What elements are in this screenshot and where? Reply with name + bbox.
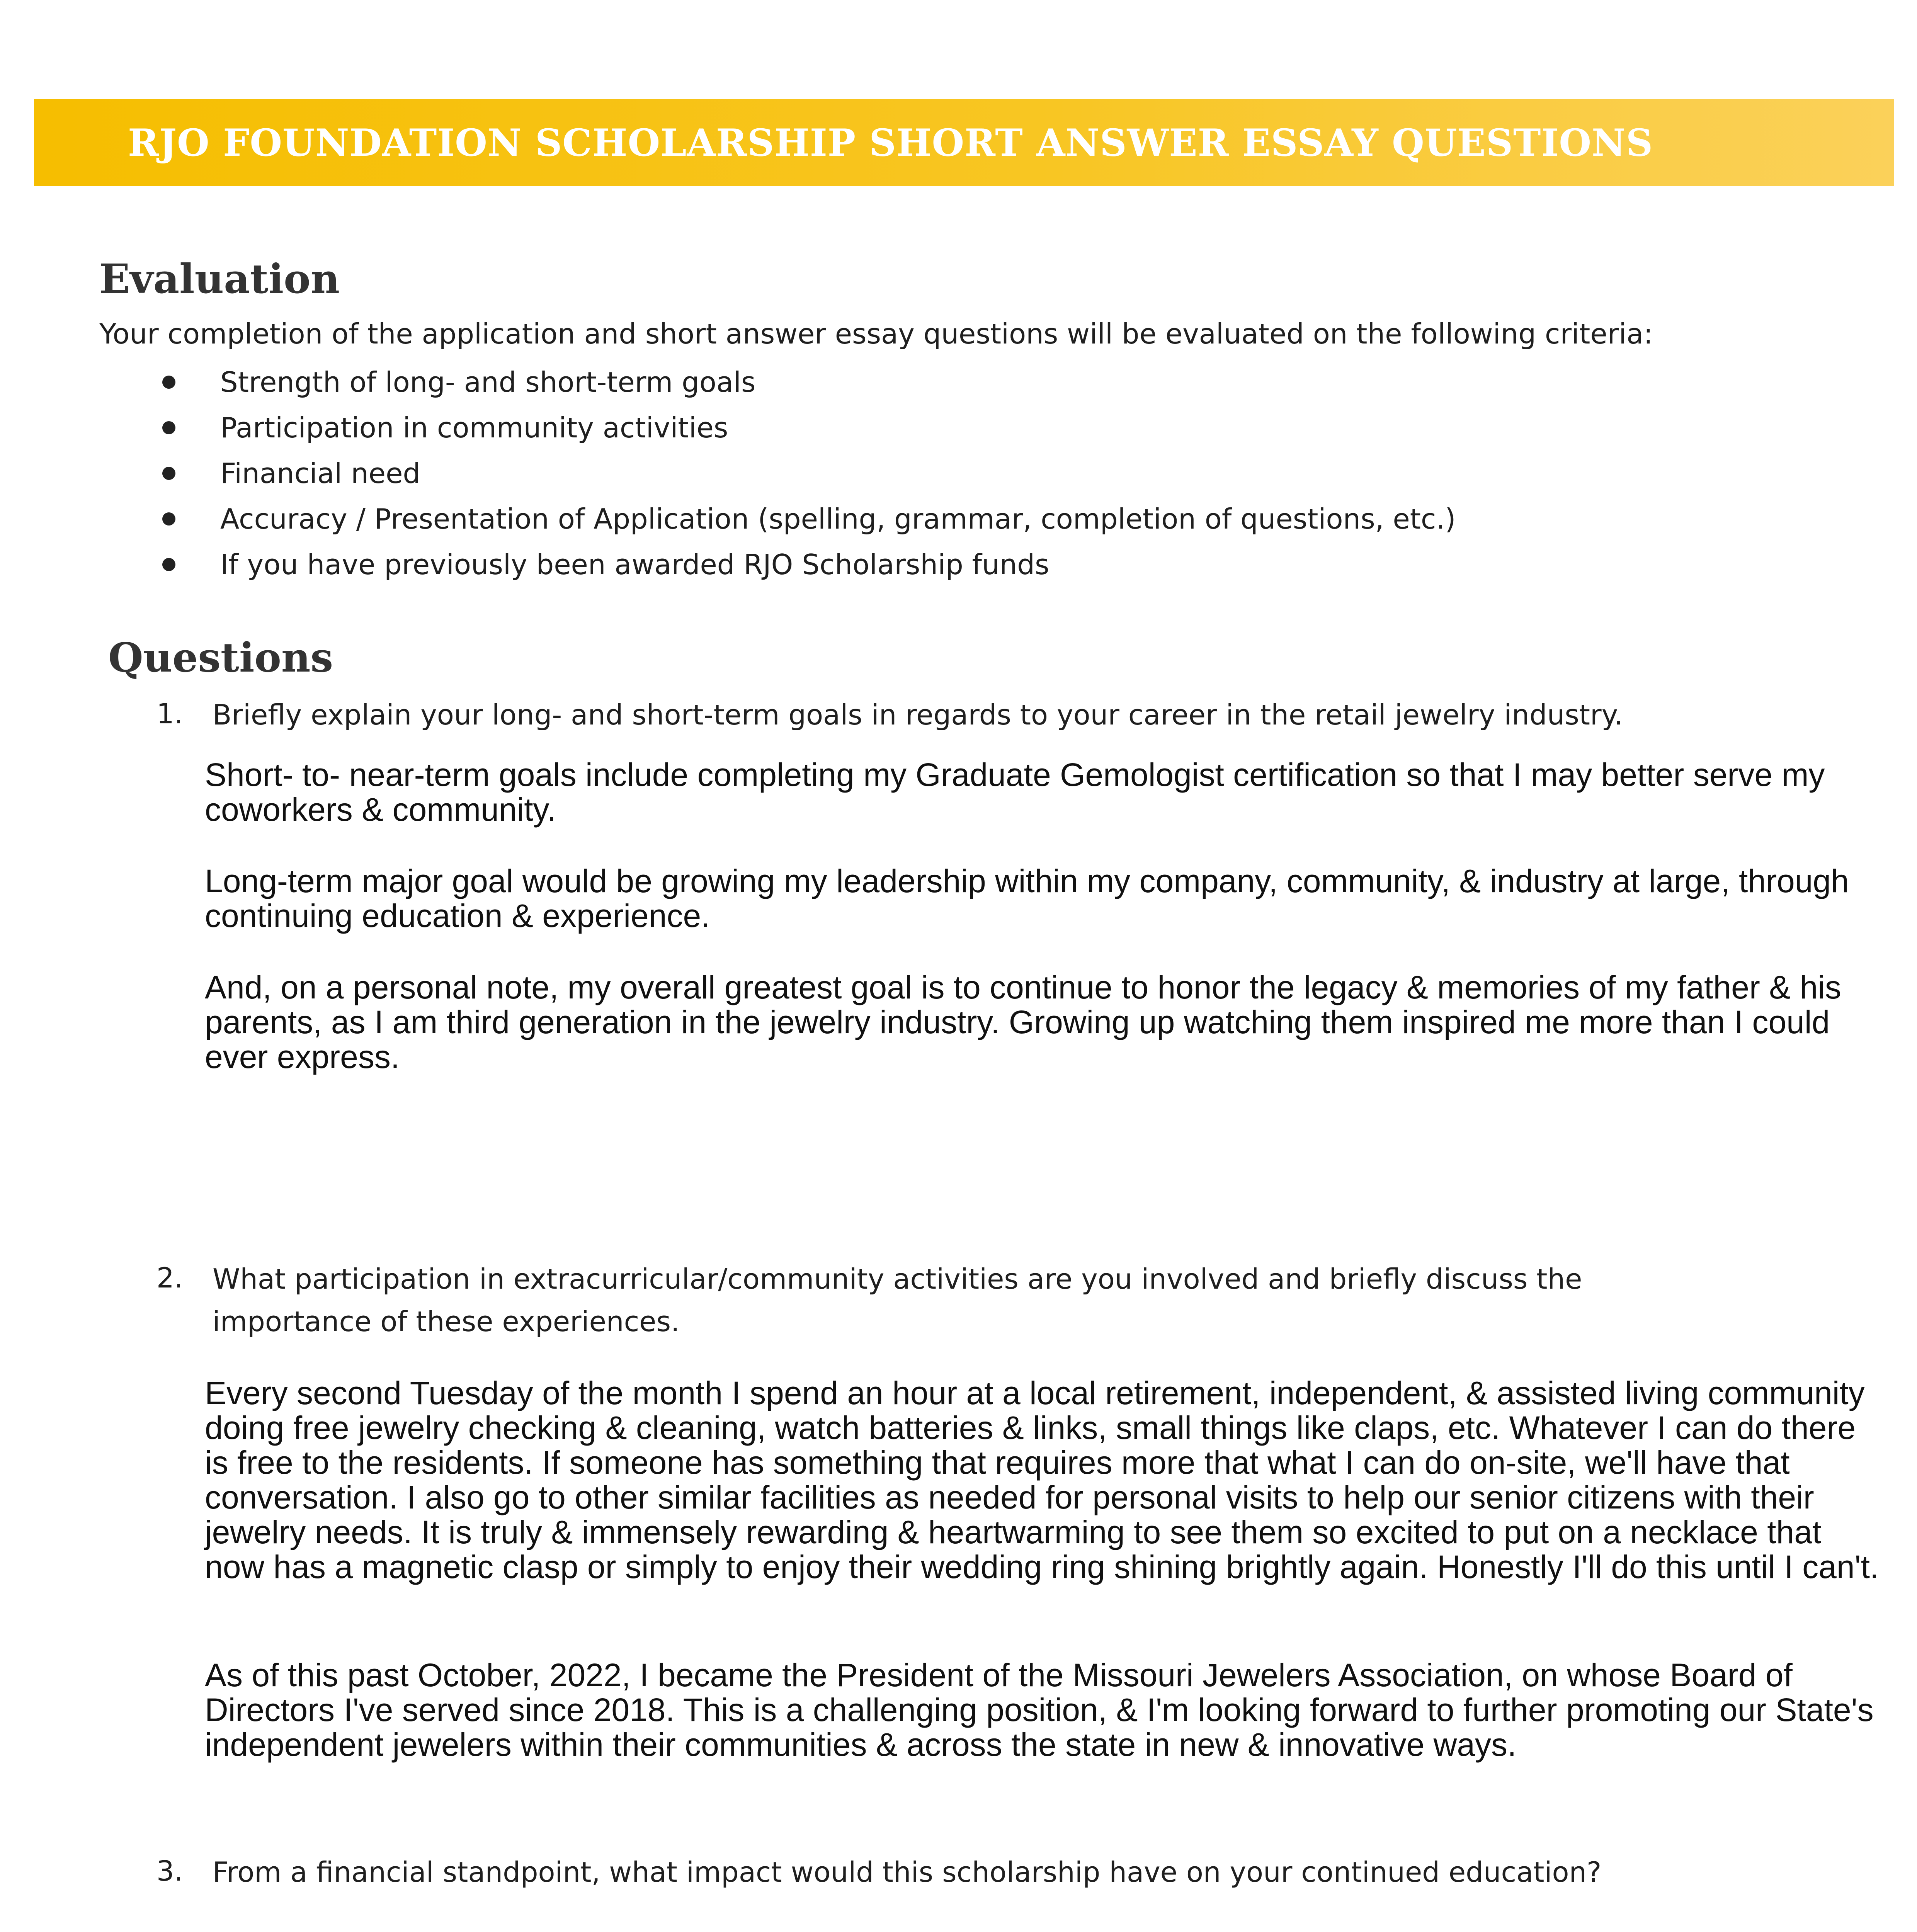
question-3-number: 3. xyxy=(156,1855,183,1887)
list-item: Financial need xyxy=(162,451,1456,496)
bullet-icon xyxy=(162,558,175,571)
question-2-text-line-2: importance of these experiences. xyxy=(213,1305,680,1338)
question-2-number: 2. xyxy=(156,1262,183,1294)
evaluation-intro: Your completion of the application and short answer essay questions will be evaluated on the following criteria: xyxy=(99,318,1653,350)
question-1-number: 1. xyxy=(156,697,183,730)
list-item: Strength of long- and short-term goals xyxy=(162,359,1456,405)
question-2-text-line-1: What participation in extracurricular/community activities are you involved and briefly discuss the xyxy=(213,1263,1582,1295)
questions-heading: Questions xyxy=(108,634,333,681)
bullet-icon xyxy=(162,421,175,434)
answer-2-paragraph-2: As of this past October, 2022, I became the President of the Missouri Jewelers Association, on whose Board of Directors I've served since 2018. This is a challenging position, & I'm looking forward to further promoting our State's independent jewelers within their communities & across the state in new & innovative ways. xyxy=(205,1657,1874,1763)
question-1-text: Briefly explain your long- and short-term goals in regards to your career in the retail jewelry industry. xyxy=(213,699,1623,731)
question-3-text: From a financial standpoint, what impact would this scholarship have on your continued education? xyxy=(213,1856,1602,1888)
answer-1-paragraph-3: And, on a personal note, my overall greatest goal is to continue to honor the legacy & memories of my father & his parents, as I am third generation in the jewelry industry. Growing up watching them inspired me more than I could ever express. xyxy=(205,969,1841,1075)
answer-2-paragraph-1: Every second Tuesday of the month I spend an hour at a local retirement, independent, & assisted living community doing free jewelry checking & cleaning, watch batteries & links, small things like claps, etc. Whatever I can do there is free to the residents. If someone has something that requires more that what I can do on-site, we'll have that conversation. I also go to other similar facilities as needed for personal visits to help our senior citizens with their jewelry needs. It is truly & immensely rewarding & heartwarming to see them so excited to put on a necklace that now has a magnetic clasp or simply to enjoy their wedding ring shining brightly again. Honestly I'll do this until I can't. xyxy=(205,1375,1879,1585)
bullet-icon xyxy=(162,376,175,389)
answer-1-paragraph-1: Short- to- near-term goals include completing my Graduate Gemologist certification so that I may better serve my coworkers & community. xyxy=(205,757,1825,828)
criteria-list xyxy=(162,359,1456,587)
list-item: Accuracy / Presentation of Application (spelling, grammar, completion of questions, etc.) xyxy=(162,496,1456,542)
answer-1-paragraph-2: Long-term major goal would be growing my leadership within my company, community, & industry at large, through continuing education & experience. xyxy=(205,863,1849,934)
evaluation-heading: Evaluation xyxy=(99,255,340,303)
bullet-icon xyxy=(162,467,175,480)
list-item: If you have previously been awarded RJO Scholarship funds xyxy=(162,542,1456,587)
list-item: Participation in community activities xyxy=(162,405,1456,451)
page-title: RJO FOUNDATION SCHOLARSHIP SHORT ANSWER ESSAY QUESTIONS xyxy=(128,121,1653,165)
bullet-icon xyxy=(162,512,175,526)
header-banner xyxy=(34,99,1894,186)
